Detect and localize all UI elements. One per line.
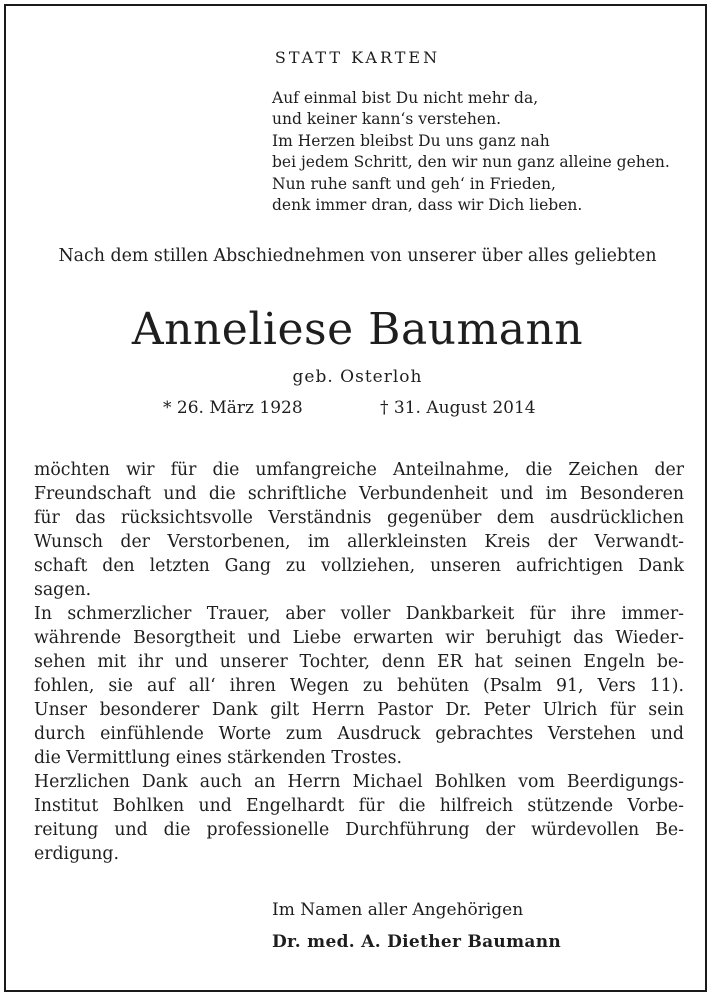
poem-line: bei jedem Schritt, den wir nun ganz alleine gehen. [272, 153, 670, 172]
body-line: schaft den letzten Gang zu vollziehen, unseren aufrichtigen Dank [34, 556, 684, 576]
body-line: währende Besorgtheit und Liebe erwarten wir beruhigt das Wieder- [34, 628, 684, 648]
body-line: Freundschaft und die schriftliche Verbundenheit und im Besonderen [34, 484, 684, 504]
body-line: Wunsch der Verstorbenen, im allerkleinsten Kreis der Verwandt- [34, 532, 684, 552]
intro-line: Nach dem stillen Abschiednehmen von unserer über alles geliebten [58, 246, 657, 266]
birth-date: * 26. März 1928 [163, 398, 303, 418]
signature-name: Dr. med. A. Diether Baumann [272, 932, 562, 952]
body-line: reitung und die professionelle Durchführung der würdevollen Be- [34, 820, 684, 840]
body-line: die Vermittlung eines stärkenden Trostes. [34, 748, 403, 768]
notice-header: STATT KARTEN [274, 48, 441, 67]
body-line: erdigung. [34, 844, 119, 864]
body-line: sagen. [34, 580, 92, 600]
body-line: Unser besonderer Dank gilt Herrn Pastor Dr. Peter Ulrich für sein [34, 700, 684, 720]
body-line: Institut Bohlken und Engelhardt für die hilfreich stützende Vorbe- [34, 796, 684, 816]
body-line: In schmerzlicher Trauer, aber voller Dankbarkeit für ihre immer- [34, 604, 684, 624]
body-line: durch einfühlende Worte zum Ausdruck gebrachtes Verstehen und [34, 724, 684, 744]
body-text [34, 458, 684, 866]
poem-line: Nun ruhe sanft und geh‘ in Frieden, [272, 174, 556, 193]
body-line: fohlen, sie auf all‘ ihren Wegen zu behüten (Psalm 91, Vers 11). [34, 676, 684, 696]
poem [272, 88, 692, 216]
body-line: möchten wir für die umfangreiche Anteilnahme, die Zeichen der [34, 460, 684, 480]
poem-line: Im Herzen bleibst Du uns ganz nah [272, 131, 550, 150]
poem-line: Auf einmal bist Du nicht mehr da, [272, 89, 539, 107]
body-line: für das rücksichtsvolle Verständnis gegenüber dem ausdrücklichen [34, 508, 684, 528]
body-line: Herzlichen Dank auch an Herrn Michael Bohlken vom Beerdigungs- [34, 772, 684, 792]
deceased-name: Anneliese Baumann [131, 304, 584, 355]
death-date: † 31. August 2014 [380, 398, 536, 418]
poem-line: und keiner kann‘s verstehen. [272, 110, 501, 129]
body-line: sehen mit ihr und unserer Tochter, denn ER hat seinen Engeln be- [34, 652, 684, 672]
poem-line: denk immer dran, dass wir Dich lieben. [272, 196, 583, 215]
maiden-name: geb. Osterloh [292, 367, 423, 387]
signoff: Im Namen aller Angehörigen [272, 900, 524, 920]
